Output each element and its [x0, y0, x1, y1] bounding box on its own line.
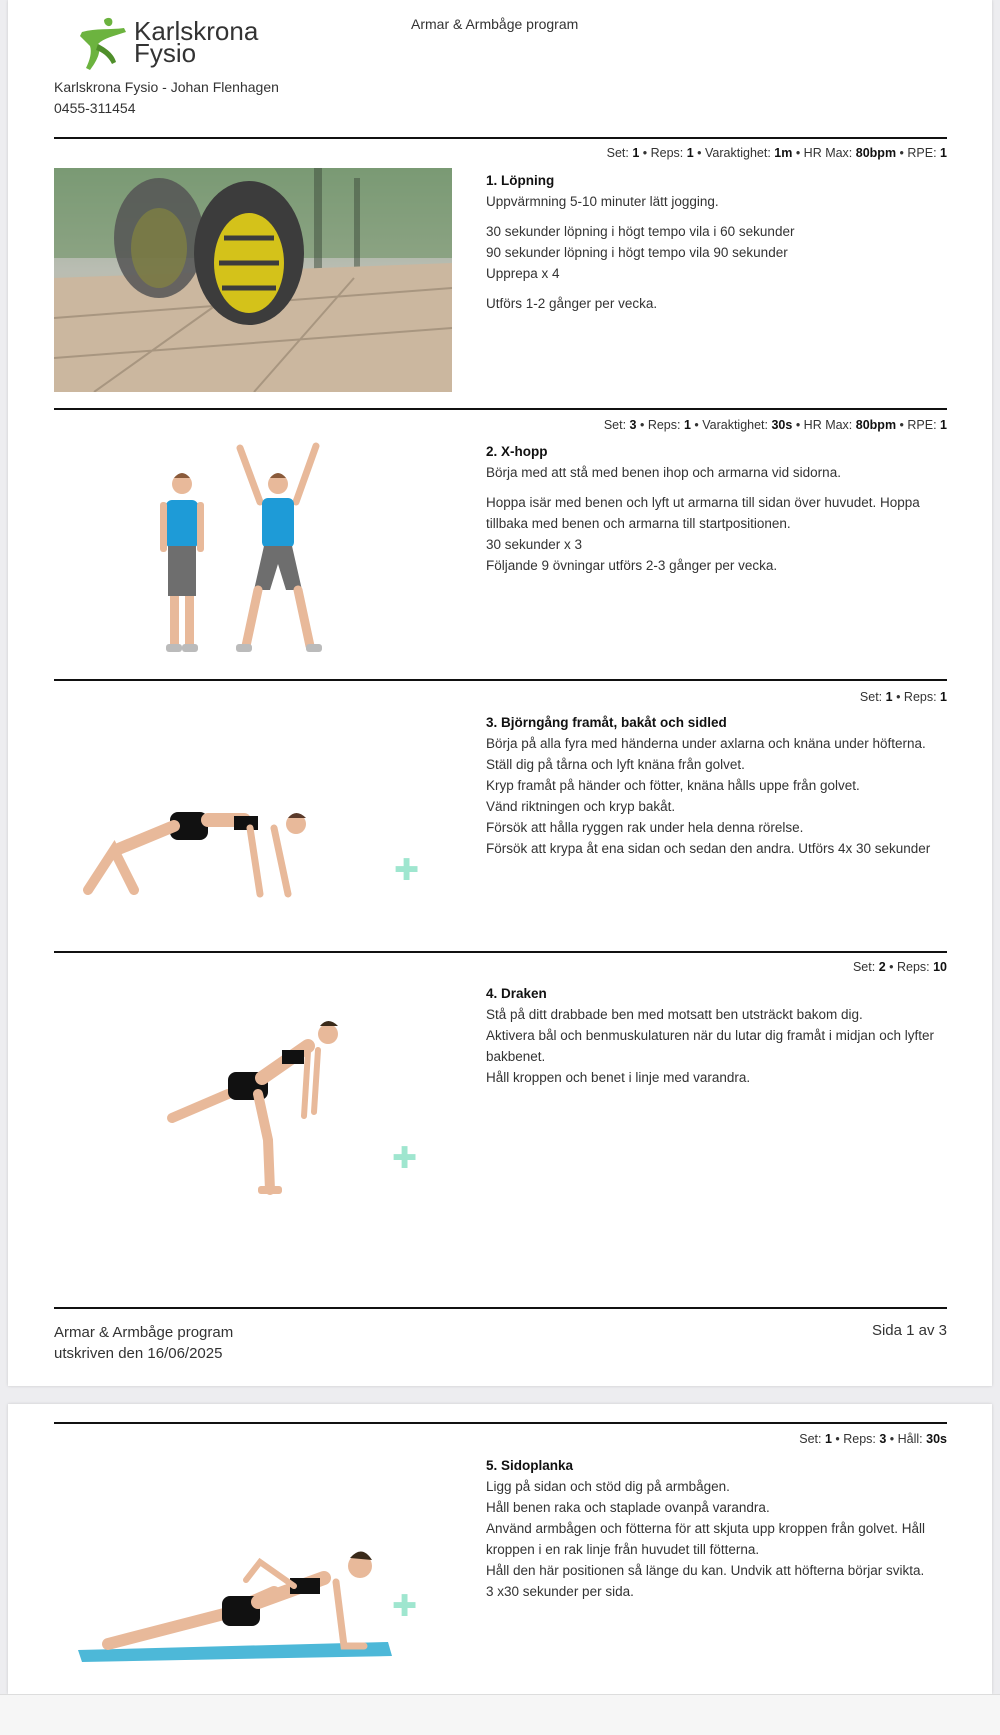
exercise-line: Kryp framåt på händer och fötter, knäna hålls uppe från golvet.	[486, 778, 860, 793]
exercise-4-text	[486, 983, 956, 1088]
exercise-line: Håll kroppen och benet i linje med varandra.	[486, 1070, 751, 1085]
exercise-5-text	[486, 1455, 956, 1602]
divider	[54, 408, 947, 410]
footer-program: Armar & Armbåge program	[54, 1324, 234, 1341]
exercise-title: 3. Björngång framåt, bakåt och sidled	[486, 715, 727, 730]
exercise-line: 30 sekunder löpning i högt tempo vila i 60 sekunder	[486, 224, 795, 239]
program-title: Armar & Armbåge program	[411, 16, 579, 32]
exercise-line: Använd armbågen och fötterna för att skjuta upp kroppen från golvet. Håll kroppen i en rak linje från huvudet till fötterna.	[486, 1521, 926, 1557]
exercise-3-text	[486, 712, 956, 859]
running-shoes-photo	[54, 168, 452, 392]
exercise-line: Vänd riktningen och kryp bakåt.	[486, 799, 676, 814]
exercise-meta: Set: 1 • Reps: 3 • Håll: 30s	[799, 1432, 947, 1446]
exercise-2-text	[486, 441, 956, 576]
exercise-title: 4. Draken	[486, 986, 547, 1001]
page-number: Sida 1 av 3	[871, 1322, 947, 1339]
exercise-line: Upprepa x 4	[486, 266, 560, 281]
exercise-line: 3 x30 sekunder per sida.	[486, 1584, 634, 1599]
jumping-jack-illustration	[148, 440, 368, 665]
clinic-name: Karlskrona Fysio - Johan Flenhagen	[54, 79, 279, 95]
exercise-meta: Set: 3 • Reps: 1 • Varaktighet: 30s • HR Max: 80bpm • RPE: 1	[603, 418, 947, 432]
footer-divider	[54, 1307, 947, 1309]
footer-print-date: utskriven den 16/06/2025	[54, 1345, 223, 1362]
exercise-line: 90 sekunder löpning i högt tempo vila 90 sekunder	[486, 245, 788, 260]
exercise-line: 30 sekunder x 3	[486, 537, 583, 552]
document-page-1	[8, 0, 992, 1386]
logo-wordmark	[134, 16, 259, 68]
svg-text:✚: ✚	[392, 1141, 418, 1176]
exercise-meta: Set: 2 • Reps: 10	[852, 960, 947, 974]
clinic-phone: 0455-311454	[54, 100, 136, 116]
exercise-line: Ligg på sidan och stöd dig på armbågen.	[486, 1479, 730, 1494]
svg-text:✚: ✚	[394, 853, 420, 888]
exercise-line: Håll den här positionen så länge du kan. Undvik att höfterna börjar svikta.	[486, 1563, 925, 1578]
exercise-line: Stå på ditt drabbade ben med motsatt ben utsträckt bakom dig.	[486, 1007, 863, 1022]
exercise-line: Uppvärmning 5-10 minuter lätt jogging.	[486, 194, 719, 209]
exercise-line: Utförs 1-2 gånger per vecka.	[486, 296, 658, 311]
runner-logo-icon	[76, 14, 136, 74]
svg-text:✚: ✚	[392, 1589, 418, 1624]
logo-line-2: Fysio	[134, 38, 197, 68]
exercise-title: 2. X-hopp	[486, 444, 548, 459]
divider	[54, 1422, 947, 1424]
bear-crawl-illustration	[74, 790, 444, 920]
exercise-line: Försök att krypa åt ena sidan och sedan den andra. Utförs 4x 30 sekunder	[486, 841, 931, 856]
document-page-2	[8, 1404, 992, 1694]
divider	[54, 679, 947, 681]
exercise-1-text	[486, 170, 956, 314]
exercise-line: Aktivera bål och benmuskulaturen när du lutar dig framåt i midjan och lyfter bakbenet.	[486, 1028, 934, 1064]
deadlift-balance-illustration	[158, 1010, 448, 1200]
exercise-line: Börja på alla fyra med händerna under axlarna och knäna under höfterna.	[486, 736, 926, 751]
viewer-bottom-bar	[0, 1694, 1000, 1735]
clinic-logo	[80, 14, 280, 74]
exercise-title: 1. Löpning	[486, 173, 555, 188]
exercise-line: Ställ dig på tårna och lyft knäna från golvet.	[486, 757, 745, 772]
divider	[54, 951, 947, 953]
page-footer	[54, 1322, 233, 1364]
exercise-meta: Set: 1 • Reps: 1	[859, 690, 947, 704]
side-plank-illustration	[74, 1522, 444, 1672]
divider	[54, 137, 947, 139]
exercise-line: Försök att hålla ryggen rak under hela denna rörelse.	[486, 820, 804, 835]
exercise-title: 5. Sidoplanka	[486, 1458, 574, 1473]
exercise-line: Börja med att stå med benen ihop och armarna vid sidorna.	[486, 465, 841, 480]
exercise-line: Håll benen raka och staplade ovanpå varandra.	[486, 1500, 770, 1515]
exercise-line: Hoppa isär med benen och lyft ut armarna till sidan över huvudet. Hoppa tillbaka med benen och armarna till startpositionen.	[486, 495, 920, 531]
logo-line-1: Karlskrona	[134, 16, 259, 46]
exercise-meta: Set: 1 • Reps: 1 • Varaktighet: 1m • HR Max: 80bpm • RPE: 1	[606, 146, 947, 160]
exercise-line: Följande 9 övningar utförs 2-3 gånger per vecka.	[486, 558, 778, 573]
